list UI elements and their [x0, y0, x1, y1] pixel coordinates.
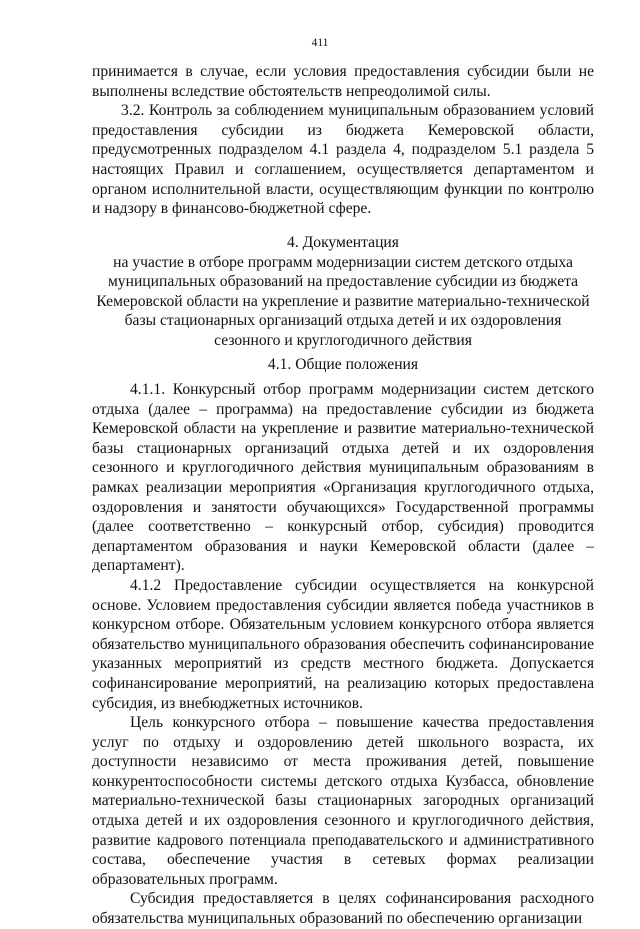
section-subtitle: на участие в отборе программ модернизации систем детского отдыха муниципальных образований на предоставление субсидии из бюджета Кемеровской области на укрепление и развитие материально-технической базы стационарных организаций отдыха детей и их оздоровления сезонного и круглогодичного действия: [96, 253, 590, 349]
intro-block: [92, 62, 594, 219]
paragraph-3-2: 3.2. Контроль за соблюдением муниципальным образованием условий предоставления субсидии из бюджета Кемеровской области, предусмотренных подразделом 4.1 раздела 4, подразделом 5.1 раздела 5 настоящих Правил и соглашением, осуществляется департаментом и органом исполнительной власти, осуществляющим функции по контролю и надзору в финансово-бюджетной сфере.: [92, 102, 594, 218]
section-title: 4. Документация: [287, 234, 399, 251]
page-number: 411: [311, 37, 329, 49]
paragraph-4-1-2: 4.1.2 Предоставление субсидии осуществляется на конкурсной основе. Условием предоставления субсидии является победа участников в конкурсном отборе. Обязательным условием конкурсного отбора является обязательство муниципального образования обеспечить софинансирование указанных мероприятий из средств местного бюджета. Допускается софинансирование мероприятий, на реализацию которых предоставлена субсидия, из внебюджетных источников.: [92, 576, 594, 712]
paragraph-4-1-1: 4.1.1. Конкурсный отбор программ модернизации систем детского отдыха (далее – программа) на предоставление субсидии из бюджета Кемеровской области на укрепление и развитие материально-технической базы стационарных организаций отдыха детей и их оздоровления сезонного и круглогодичного действия муниципальным образованиям в рамках реализации мероприятия «Организация круглогодичного отдыха, оздоровления и занятости обучающихся» Государственной программы (далее соответственно – конкурсный отбор, субсидия) проводится департаментом образования и науки Кемеровской области (далее – департамент).: [92, 381, 594, 575]
section-4-heading: [92, 233, 594, 351]
paragraph-goal: Цель конкурсного отбора – повышение качества предоставления услуг по отдыху и оздоровлению детей школьного возраста, их доступности независимо от места проживания детей, повышение конкурентоспособности системы детского отдыха Кузбасса, обновление материально-технической базы стационарных загородных организаций отдыха детей и их оздоровления сезонного и круглогодичного действия, развитие кадрового потенциала преподавательского и административного состава, обеспечение участия в сетевых формах реализации образовательных программ.: [92, 714, 594, 888]
continuation-paragraph: принимается в случае, если условия предоставления субсидии были не выполнены вследствие обстоятельств непреодолимой силы.: [92, 63, 594, 100]
subsection-title: 4.1. Общие положения: [267, 356, 419, 373]
section-4-body: [92, 380, 594, 929]
paragraph-subsidy: Субсидия предоставляется в целях софинансирования расходного обязательства муниципальных образований по обеспечению организации: [92, 890, 594, 928]
subsection-heading: [92, 355, 594, 375]
